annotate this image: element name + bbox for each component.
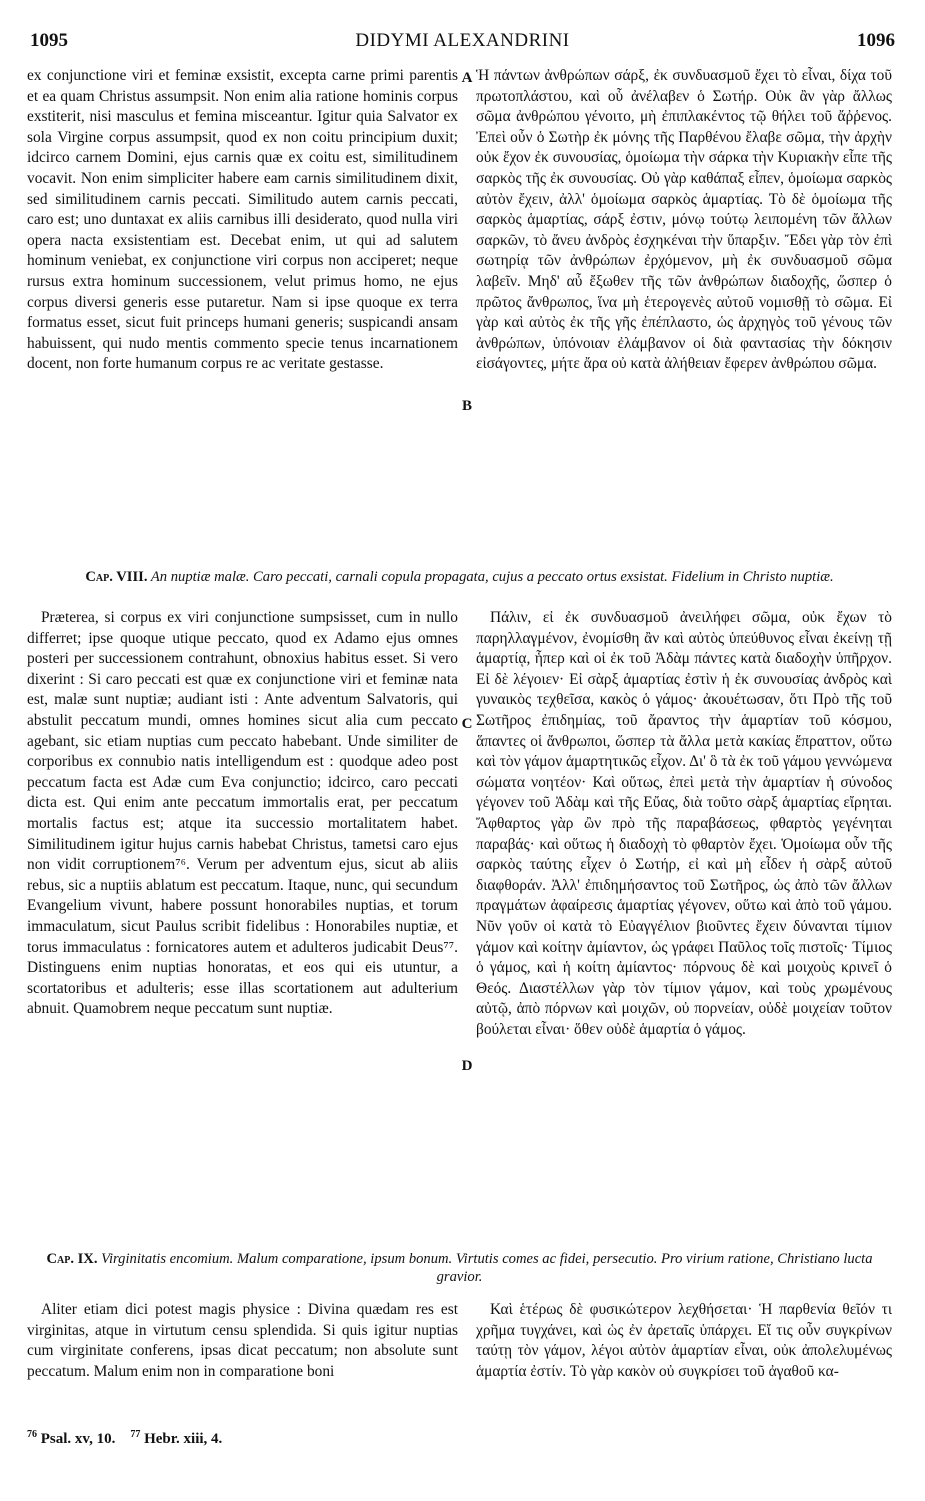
running-title: DIDYMI ALEXANDRINI [355, 30, 570, 51]
margin-marker-d: D [461, 1058, 473, 1074]
latin-paragraph: Præterea, si corpus ex viri conjunctione sumpsisset, cum in nullo differret; ipse quoque utique peccato, quod ex Adamo ejus omnes posteri per successionem contrahunt, obnoxius habitus esset. Si vero dixerint : Si caro peccati est quæ ex conjunctione viri et feminæ nata est, malæ sunt nuptiæ; audiant isti : Ante adventum Salvatoris, qui abstulit peccatum mundi, omnes homines sicut alia cum peccato agebant, sic etiam nuptias cum peccato habebant. Unde similiter de corporibus ex connubio natis intelligendum est : quodque adeo post peccatum facta est Adæ cum Eva conjunctio; idcirco, caro peccati dicta est. Qui enim ante peccatum immortalis erat, per peccatum mortalis factus est; atque ita successio mortalitatem habet. Similitudinem igitur hujus carnis habebat Christus, tametsi caro ejus non vidit corruptionem⁷⁶. Verum per adventum ejus, sicut ab aliis rebus, sic a nuptiis ablatum est peccatum. Itaque, nunc, qui secundum Evangelium vivunt, habere possunt honorabiles nuptias, et torum immaculatum, sicut Paulus scribit fidelibus : Honorabiles nuptiæ, et torus immaculatus : fornicatores autem et adulteros judicabit Deus⁷⁷. Distinguens enim nuptias honoratas, et eos qui eis utuntur, a scortatoribus et adulteris; esse illas scortationem aut adulterium abnuit. Quamobrem neque peccatum sunt nuptiæ. [27, 609, 458, 1018]
latin-column-block-3 [27, 1300, 458, 1382]
greek-column-block-2 [476, 608, 892, 1040]
latin-paragraph: Aliter etiam dici potest magis physice : Divina quædam res est virginitas, atque in virtutum censu splendida. Si quis igitur nuptias cum virginitate conferens, ipsas dicat peccatum; non absolute sunt peccatum. Malum enim non in comparatione boni [27, 1301, 458, 1380]
latin-column-block-1 [27, 66, 458, 375]
chapter-label: Cap. VIII. [85, 569, 148, 585]
footnote-number: 76 [27, 1429, 37, 1440]
margin-marker-b: B [461, 398, 472, 414]
greek-column-block-1 [476, 66, 892, 375]
greek-paragraph: Καὶ ἑτέρως δὲ φυσικώτερον λεχθήσεται· Ἡ παρθενία θεῖόν τι χρῆμα τυγχάνει, καὶ ὡς ἐν ἀρεταῖς ὑπάρχει. Εἴ τις οὖν συγκρίνων ταύτῃ τὸν γάμον, λέγοι αὐτὸν ἁμαρτίαν εἶναι, οὐκ ἀπολελυμένως ἁμαρτία ἐστίν. Τὸ γὰρ κακὸν οὐ συγκρίσει τοῦ ἀγαθοῦ κα- [476, 1301, 892, 1380]
greek-paragraph: Ἡ πάντων ἀνθρώπων σάρξ, ἐκ συνδυασμοῦ ἔχει τὸ εἶναι, δίχα τοῦ πρωτοπλάστου, καὶ οὗ ἀνέλαβεν ὁ Σωτήρ. Οὐκ ἂν γὰρ ἄλλως σῶμα ἀνθρώπου γένοιτο, μὴ ἐπιπλακέντος τῷ θήλει τοῦ ἄῤῥενος. Ἐπεὶ οὖν ὁ Σωτὴρ ἐκ μόνης τῆς Παρθένου ἔλαβε σῶμα, τὴν ἀρχὴν οὐκ ἔχον ἐκ συνουσίας, ὁμοίωμα τὴν σάρκα τὴν Κυριακὴν εἶπε τῆς σαρκὸς τῆς ἐκ συνουσίας. Οὐ γὰρ καθάπαξ εἶπεν, ὁμοίωμα σαρκὸς αὐτὸν ἔχειν, ἀλλ' ὁμοίωμα σαρκὸς ἁμαρτίας. Τὸ δὲ ὁμοίωμα τῆς σαρκὸς ἁμαρτίας, σάρξ ἐστιν, μόνῳ τούτῳ λειπομένη τῶν ἄλλων σαρκῶν, τὸ ἄνευ ἀνδρὸς ἐσχηκέναι τὴν ὕπαρξιν. Ἔδει γὰρ τὸν ἐπὶ σωτηρίᾳ τῶν ἀνθρώπων ἐρχόμενον, μὴ ἐκ συνδυασμοῦ σῶμα λαβεῖν. Μηδ' αὖ ἔξωθεν τῆς τῶν ἀνθρώπων διαδοχῆς, ὥσπερ ὁ πρῶτος ἄνθρωπος, ἵνα μὴ ἑτερογενὲς αὐτοῦ νομισθῇ τὸ σῶμα. Εἰ γὰρ καὶ αὐτὸς ἐκ τῆς γῆς ἐπέπλαστο, ὡς ἀρχηγὸς τοῦ γένους τῶν ἀνθρώπων, ὑπόνοιαν ἐλάμβανον οἱ διὰ φαντασίας τὴν δόκησιν εἰσάγοντες, μήτε ἄρα οὐ κατὰ ἀλήθειαν ἔφερεν ἀνθρώπου σῶμα. [476, 67, 892, 373]
page-number-left: 1095 [30, 30, 68, 51]
chapter-heading-9 [27, 1250, 892, 1286]
chapter-summary: An nuptiæ malæ. Caro peccati, carnali copula propagata, cujus a peccato ortus exsistat. Fidelium in Christo nuptiæ. [150, 569, 834, 585]
latin-column-block-2 [27, 608, 458, 1020]
latin-paragraph: ex conjunctione viri et feminæ exsistit, excepta carne primi parentis et ea quam Christus assumpsit. Non enim alia ratione hominis corpus exstiterit, nisi masculus et femina misceantur. Igitur quia Salvator ex sola Virgine corpus assumpsit, quod ex non coitu principium duxit; idcirco carnem Domini, ejus carnis quæ ex coitu est, similitudinem vocavit. Non enim simpliciter habere eam carnis similitudinem dixit, sed similitudinem carnis peccati. Similitudo autem carnis peccati, caro est; uno duntaxat ex aliis carnibus illi desiderato, quod nulla viri opera nacta exsistentiam est. Decebat enim, ut qui ad salutem hominum veniebat, ex conjunctione viri corpus non acciperet; neque rursus extra hominum successionem, velut primus homo, ne ejus corpus diversi generis esse putaretur. Nam si ipse quoque ex terra formatus esset, sicut fuit princeps humani generis; suspicandi ansam habuissent, qui nudo mentis commento specie tenus incarnationem docent, non forte humanum corpus re ac veritate gestasse. [27, 67, 458, 373]
greek-paragraph: Πάλιν, εἰ ἐκ συνδυασμοῦ ἀνειλήφει σῶμα, οὐκ ἔχων τὸ παρηλλαγμένον, ἐνομίσθη ἂν καὶ αὐτὸς ὑπεύθυνος εἶναι ἐκείνῃ τῇ ἁμαρτίᾳ, ἧπερ καὶ οἱ ἐκ τοῦ Ἀδὰμ πάντες κατὰ διαδοχὴν ὑπῆρχον. Εἰ δὲ λέγοιεν· Εἰ σὰρξ ἁμαρτίας ἐστὶν ἡ ἐκ συνουσίας ἀνδρὸς καὶ γυναικὸς τεχθεῖσα, κακὸς ὁ γάμος· ἀκουέτωσαν, ὅτι Πρὸ τῆς τοῦ Σωτῆρος ἐπιδημίας, τοῦ ἄραντος τὴν ἁμαρτίαν τοῦ κόσμου, ἅπαντες οἱ ἄνθρωποι, ὥσπερ τὰ ἄλλα μετὰ κακίας ἔπραττον, οὕτω καὶ τὸν γάμον ἁμαρτητικῶς εἶχον. Δι' ὃ τὰ ἐκ τοῦ γάμου γεννώμενα σώματα νοητέον· Καὶ οὕτως, ἐπεὶ μετὰ τὴν ἁμαρτίαν ἡ σύνοδος γέγονεν τοῦ Ἀδὰμ καὶ τῆς Εὔας, διὰ τοῦτο σὰρξ ἁμαρτίας εἴρηται. Ἄφθαρτος γὰρ ὢν πρὸ τῆς παραβάσεως, φθαρτὸς γεγένηται παραβάς· καὶ οὕτως ἡ διαδοχὴ τὸ φθαρτὸν ἔχει. Ὁμοίωμα οὖν τῆς σαρκὸς ταύτης εἶχεν ὁ Σωτήρ, εἰ καὶ μὴ εἶδεν ἡ σὰρξ αὐτοῦ διαφθοράν. Ἀλλ' ἐπιδημήσαντος τοῦ Σωτῆρος, ὡς ἀπὸ τῶν ἄλλων πραγμάτων ἀφαίρεσις ἁμαρτίας γέγονεν, οὕτω καὶ ἀπὸ τοῦ γάμου. Νῦν γοῦν οἱ κατὰ τὸ Εὐαγγέλιον βιοῦντες ἔχειν δύνανται τίμιον γάμον καὶ κοίτην ἀμίαντον, ὡς γράφει Παῦλος τοῖς πιστοῖς· Τίμιος ὁ γάμος, καὶ ἡ κοίτη ἀμίαντος· πόρνους δὲ καὶ μοιχοὺς κρινεῖ ὁ Θεός. Διαστέλλων γὰρ τὸν τίμιον γάμον, καὶ τοὺς χρωμένους αὐτῷ, ἀπὸ πόρνων καὶ μοιχῶν, οὐ πορνείαν, οὐδὲ μοιχείαν τοῦτον βούλεται εἶναι· ὅθεν οὐδὲ ἁμαρτία ὁ γάμος. [476, 609, 892, 1038]
greek-column-block-3 [476, 1300, 892, 1382]
chapter-label: Cap. IX. [46, 1251, 98, 1267]
chapter-summary: Virginitatis encomium. Malum comparatione, ipsum bonum. Virtutis comes ac fidei, persecutio. Pro virium ratione, Christiano lucta gravior. [101, 1251, 873, 1285]
footnote-number: 77 [130, 1429, 141, 1440]
footnotes [27, 1429, 222, 1448]
running-header [30, 30, 895, 60]
chapter-heading-8 [27, 568, 892, 586]
margin-marker-c: C [461, 716, 473, 732]
margin-marker-a: A [461, 70, 473, 86]
footnote-ref: Psal. xv, 10. [40, 1431, 116, 1447]
page-number-right: 1096 [857, 30, 895, 51]
footnote-ref: Hebr. xiii, 4. [144, 1431, 223, 1447]
